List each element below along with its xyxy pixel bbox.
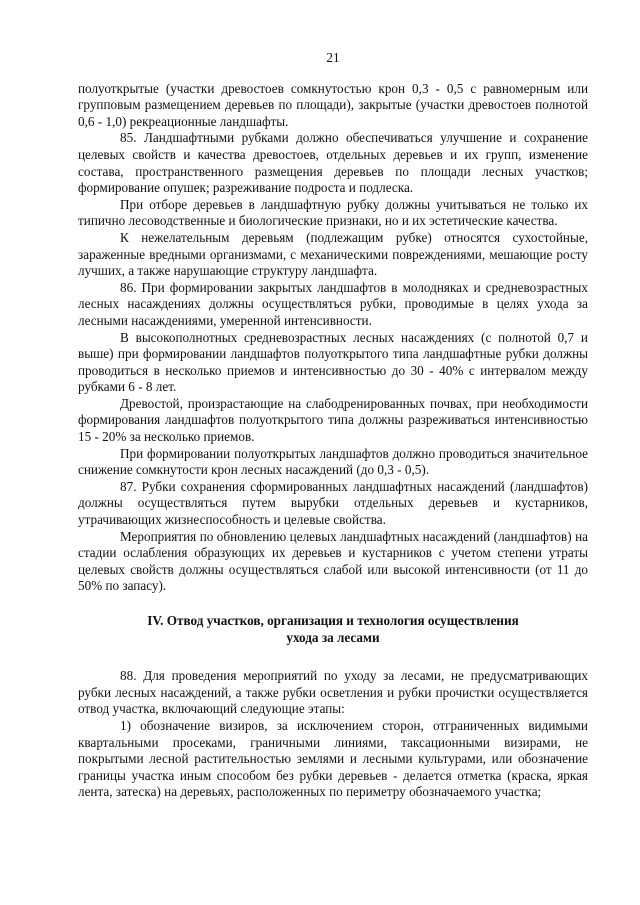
- section-heading-line-2: ухода за лесами: [286, 629, 380, 645]
- paragraph: 85. Ландшафтными рубками должно обеспечиваться улучшение и сохранение целевых свойств и качества древостоев, отдельных деревьев и их групп, изменение состава, пространственного размещения деревьев по площади лесных участков; формирование опушек; разреживание подроста и подлеска.: [78, 130, 588, 196]
- page-number: 21: [326, 50, 340, 65]
- paragraph: 88. Для проведения мероприятий по уходу за лесами, не предусматривающих рубки лесных насаждений, а также рубки осветления и рубки прочистки осуществляется отвод участка, включающий следующие этапы:: [78, 668, 588, 717]
- paragraph: 87. Рубки сохранения сформированных ландшафтных насаждений (ландшафтов) должны осуществляться путем вырубки отдельных деревьев и кустарников, утрачивающих жизнеспособность и целевые свойства.: [78, 478, 588, 528]
- paragraph: При отборе деревьев в ландшафтную рубку должны учитываться не только их типично лесоводственные и биологические признаки, но и их эстетические качества.: [78, 196, 588, 229]
- paragraph: Мероприятия по обновлению целевых ландшафтных насаждений (ландшафтов) на стадии ослабления образующих их деревьев и кустарников с учетом степени утраты целевых свойств должны осуществляться слабой или высокой интенсивности (от 11 до 50% по запасу).: [78, 528, 588, 594]
- text-body-after-heading: [78, 668, 588, 801]
- paragraph: полуоткрытые (участки древостоев сомкнутостью крон 0,3 - 0,5 с равномерным или групповым размещением деревьев по площади), закрытые (участки древостоев полнотой 0,6 - 1,0) рекреационные ландшафты.: [78, 80, 588, 129]
- section-heading-line-1: IV. Отвод участков, организация и технология осуществления: [147, 613, 519, 628]
- paragraph: 1) обозначение визиров, за исключением сторон, отграниченных видимыми квартальными просеками, граничными линиями, таксационными визирами, не покрытыми лесной растительностью землями и лесными культурами, или обозначение границы участка иным способом без рубки деревьев - делается отметка (краска, яркая лента, затеска) на деревьях, расположенных по периметру обозначаемого участка;: [78, 717, 588, 800]
- paragraph: К нежелательным деревьям (подлежащим рубке) относятся сухостойные, зараженные вредными организмами, с механическими повреждениями, мешающие росту лучших, а также нарушающие структуру ландшафта.: [78, 229, 588, 279]
- paragraph: Древостой, произрастающие на слабодренированных почвах, при необходимости формирования ландшафтов полуоткрытого типа должны разреживаться интенсивностью 15 - 20% за несколько приемов.: [78, 395, 588, 445]
- section-heading: [78, 613, 588, 646]
- text-body-before-heading: [78, 81, 588, 595]
- paragraph: При формировании полуоткрытых ландшафтов должно проводиться значительное снижение сомкнутости крон лесных насаждений (до 0,3 - 0,5).: [78, 445, 588, 478]
- paragraph: 86. При формировании закрытых ландшафтов в молодняках и средневозрастных лесных насаждениях должны осуществляться рубки, проводимые в целях ухода за лесными насаждениями, умеренной интенсивности.: [78, 279, 588, 328]
- paragraph: В высокополнотных средневозрастных лесных насаждениях (с полнотой 0,7 и выше) при формировании ландшафтов полуоткрытого типа ландшафтные рубки должны проводиться в несколько приемов и интенсивностью до 30 - 40% с интервалом между рубками 6 - 8 лет.: [78, 329, 588, 395]
